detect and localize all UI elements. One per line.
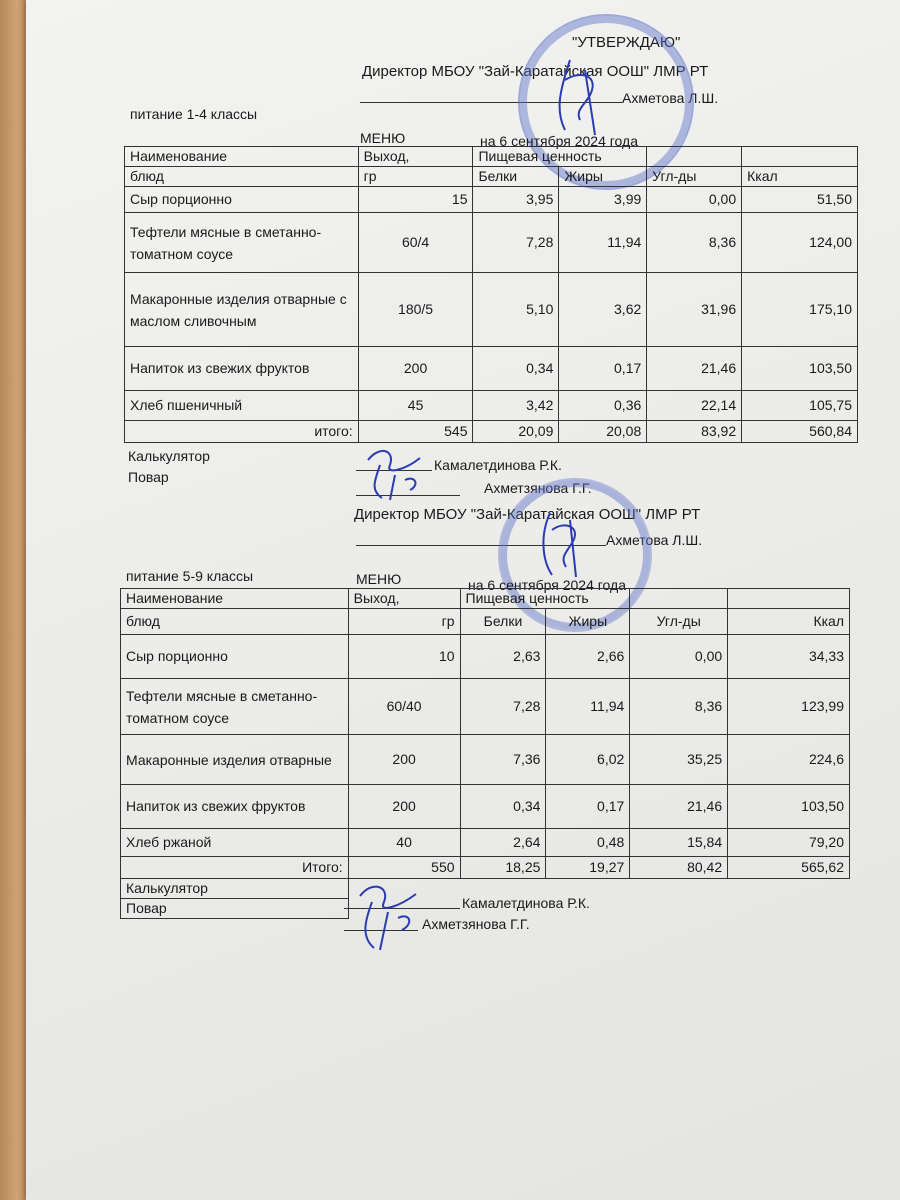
director-line: Директор МБОУ "Зай-Каратайская ООШ" ЛМР РТ (362, 63, 709, 80)
table-row (121, 635, 850, 679)
header-row (121, 609, 850, 635)
dish-name: Тефтели мясные в сметанно-томатном соусе (125, 213, 359, 273)
dish-name: Хлеб пшеничный (125, 391, 359, 421)
dish-name: Сыр порционно (125, 187, 359, 213)
dish-protein: 2,63 (460, 635, 546, 679)
total-label: итого: (125, 421, 359, 443)
total-label: Итого: (121, 857, 349, 879)
table-row (125, 347, 858, 391)
header-yield: Выход, (358, 147, 473, 167)
dish-yield: 40 (348, 829, 460, 857)
dish-fat: 11,94 (546, 679, 630, 735)
section1-date: на 6 сентября 2024 года (480, 133, 638, 149)
dish-fat: 0,17 (559, 347, 647, 391)
dish-name: Сыр порционно (121, 635, 349, 679)
header-fat: Жиры (559, 167, 647, 187)
dish-protein: 0,34 (473, 347, 559, 391)
dish-fat: 3,99 (559, 187, 647, 213)
dish-fat: 6,02 (546, 735, 630, 785)
table-row (125, 391, 858, 421)
dish-carbs: 8,36 (647, 213, 742, 273)
total-kcal: 565,62 (728, 857, 850, 879)
menu-table-2 (120, 588, 850, 919)
calculator-signature (360, 440, 440, 502)
dish-carbs: 0,00 (630, 635, 728, 679)
table-row (121, 679, 850, 735)
header-carbs: Угл-ды (647, 167, 742, 187)
header-nutrition: Пищевая ценность (460, 589, 630, 609)
dish-fat: 0,17 (546, 785, 630, 829)
dish-kcal: 103,50 (742, 347, 858, 391)
total-fat: 20,08 (559, 421, 647, 443)
dish-yield: 200 (348, 735, 460, 785)
table-row (121, 735, 850, 785)
dish-yield: 200 (348, 785, 460, 829)
section2-date: на 6 сентября 2024 года (468, 577, 626, 593)
director-signature (540, 50, 630, 140)
dish-kcal: 79,20 (728, 829, 850, 857)
section2-menu-word: МЕНЮ (356, 571, 402, 587)
total-protein: 18,25 (460, 857, 546, 879)
dish-protein: 2,64 (460, 829, 546, 857)
dish-yield: 15 (358, 187, 473, 213)
total-yield: 550 (348, 857, 460, 879)
total-row (125, 421, 858, 443)
dish-yield: 45 (358, 391, 473, 421)
section2-label: питание 5-9 классы (126, 568, 254, 584)
header-protein: Белки (460, 609, 546, 635)
dish-fat: 11,94 (559, 213, 647, 273)
dish-name: Тефтели мясные в сметанно-томатном соусе (121, 679, 349, 735)
header-yield-unit: гр (348, 609, 460, 635)
director-signature (530, 505, 600, 580)
dish-carbs: 0,00 (647, 187, 742, 213)
table-surface (0, 0, 28, 1200)
dish-yield: 10 (348, 635, 460, 679)
director-line: Директор МБОУ "Зай-Каратайская ООШ" ЛМР РТ (354, 506, 701, 523)
section1-label: питание 1-4 классы (130, 106, 258, 122)
table-row (121, 785, 850, 829)
header-name: Наименование (121, 589, 349, 609)
header-name-bottom: блюд (121, 609, 349, 635)
dish-fat: 2,66 (546, 635, 630, 679)
cook-label: Повар (128, 469, 169, 485)
calculator-name: Камалетдинова Р.К. (434, 457, 562, 473)
dish-kcal: 175,10 (742, 273, 858, 347)
dish-kcal: 224,6 (728, 735, 850, 785)
calculator-label: Калькулятор (121, 879, 349, 899)
dish-name: Макаронные изделия отварные с маслом сливочным (125, 273, 359, 347)
total-yield: 545 (358, 421, 473, 443)
cook-name: Ахметзянова Г.Г. (484, 480, 592, 496)
dish-yield: 60/40 (348, 679, 460, 735)
total-protein: 20,09 (473, 421, 559, 443)
dish-carbs: 21,46 (630, 785, 728, 829)
header-protein: Белки (473, 167, 559, 187)
dish-protein: 3,95 (473, 187, 559, 213)
dish-protein: 7,28 (473, 213, 559, 273)
dish-protein: 0,34 (460, 785, 546, 829)
dish-kcal: 51,50 (742, 187, 858, 213)
dish-protein: 7,28 (460, 679, 546, 735)
table-row (125, 213, 858, 273)
dish-fat: 0,36 (559, 391, 647, 421)
dish-protein: 3,42 (473, 391, 559, 421)
dish-fat: 3,62 (559, 273, 647, 347)
cook-label: Повар (121, 899, 349, 919)
dish-protein: 5,10 (473, 273, 559, 347)
table-row (121, 829, 850, 857)
dish-kcal: 103,50 (728, 785, 850, 829)
dish-name: Макаронные изделия отварные (121, 735, 349, 785)
dish-carbs: 35,25 (630, 735, 728, 785)
director-name: Ахметова Л.Ш. (622, 90, 719, 106)
header-kcal: Ккал (742, 167, 858, 187)
section1-menu-word: МЕНЮ (360, 130, 406, 146)
dish-carbs: 8,36 (630, 679, 728, 735)
dish-protein: 7,36 (460, 735, 546, 785)
header-nutrition: Пищевая ценность (473, 147, 647, 167)
dish-kcal: 124,00 (742, 213, 858, 273)
calculator-signature (350, 874, 430, 954)
header-row (121, 589, 850, 609)
total-row (121, 857, 850, 879)
dish-yield: 200 (358, 347, 473, 391)
header-fat: Жиры (546, 609, 630, 635)
menu-table-1 (124, 146, 858, 443)
header-row (125, 147, 858, 167)
dish-fat: 0,48 (546, 829, 630, 857)
header-name: Наименование (125, 147, 359, 167)
dish-yield: 60/4 (358, 213, 473, 273)
table-row (125, 187, 858, 213)
dish-name: Напиток из свежих фруктов (125, 347, 359, 391)
dish-carbs: 21,46 (647, 347, 742, 391)
header-kcal: Ккал (728, 609, 850, 635)
header-row (125, 167, 858, 187)
total-carbs: 83,92 (647, 421, 742, 443)
dish-carbs: 22,14 (647, 391, 742, 421)
header-carbs: Угл-ды (630, 609, 728, 635)
total-kcal: 560,84 (742, 421, 858, 443)
dish-kcal: 105,75 (742, 391, 858, 421)
cook-name: Ахметзянова Г.Г. (422, 916, 530, 932)
dish-kcal: 34,33 (728, 635, 850, 679)
director-name: Ахметова Л.Ш. (606, 532, 703, 548)
dish-carbs: 15,84 (630, 829, 728, 857)
total-fat: 19,27 (546, 857, 630, 879)
dish-name: Напиток из свежих фруктов (121, 785, 349, 829)
approval-title: "УТВЕРЖДАЮ" (572, 34, 681, 51)
total-carbs: 80,42 (630, 857, 728, 879)
calculator-name: Камалетдинова Р.К. (462, 895, 590, 911)
header-name-bottom: блюд (125, 167, 359, 187)
dish-name: Хлеб ржаной (121, 829, 349, 857)
table-row (125, 273, 858, 347)
header-yield-unit: гр (358, 167, 473, 187)
dish-carbs: 31,96 (647, 273, 742, 347)
calculator-label: Калькулятор (128, 448, 210, 464)
header-yield: Выход, (348, 589, 460, 609)
dish-kcal: 123,99 (728, 679, 850, 735)
dish-yield: 180/5 (358, 273, 473, 347)
